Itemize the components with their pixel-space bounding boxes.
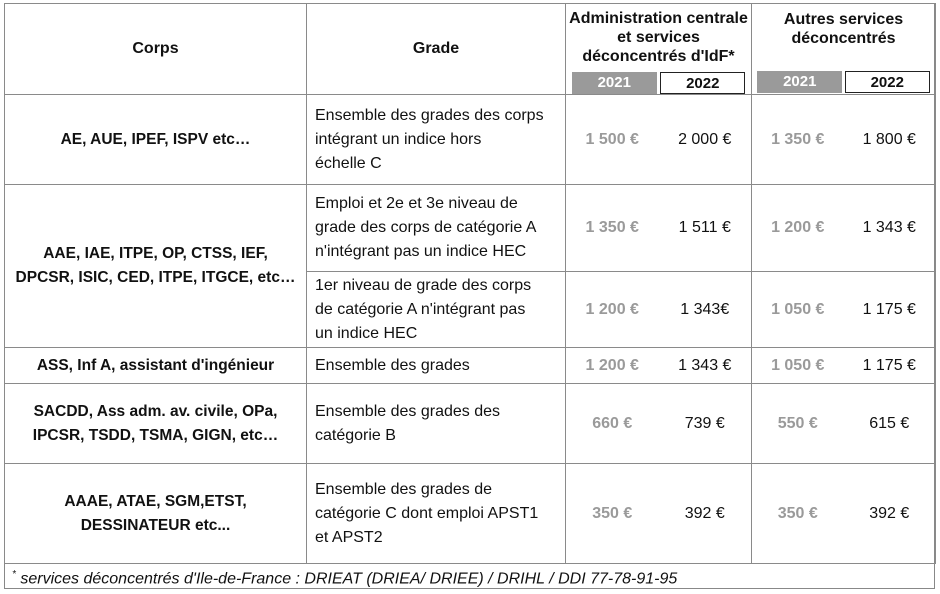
amount-2022-other: 1 175 € <box>844 348 936 384</box>
grade-cell <box>307 272 566 348</box>
corps-line: SACDD, Ass adm. av. civile, OPa, <box>33 402 278 420</box>
grade-line: catégorie C dont emploi APST1 <box>315 504 539 522</box>
grade-line: de catégorie A n'intégrant pas <box>315 300 526 318</box>
table-row <box>5 384 936 464</box>
year-2021-badge: 2021 <box>757 71 842 93</box>
grade-cell <box>307 348 566 384</box>
amount-2022-idf: 1 511 € <box>659 185 752 272</box>
corps-line: DPCSR, ISIC, CED, ITPE, ITGCE, etc… <box>15 269 296 286</box>
salary-table-page <box>4 3 935 589</box>
amount-2021-idf: 1 500 € <box>566 95 659 185</box>
group2-line: déconcentrés <box>791 30 896 47</box>
group1-line: Administration centrale <box>569 10 748 27</box>
table-row <box>5 464 936 564</box>
amount-2022-other: 1 175 € <box>844 272 936 348</box>
amount-2022-idf: 739 € <box>659 384 752 464</box>
amount-2022-other: 1 343 € <box>844 185 936 272</box>
corps-line: ASS, Inf A, assistant d'ingénieur <box>36 356 275 374</box>
grade-line: grade des corps de catégorie A <box>315 219 537 236</box>
grade-line: échelle C <box>315 154 382 172</box>
group1-line: déconcentrés d'IdF* <box>582 48 735 65</box>
amount-2022-idf: 392 € <box>659 464 752 564</box>
amount-2022-idf: 2 000 € <box>659 95 752 185</box>
grade-line: Ensemble des grades des <box>315 402 500 420</box>
amount-2021-idf: 350 € <box>566 464 659 564</box>
year-2022-badge: 2022 <box>660 72 745 94</box>
header-row <box>5 4 936 95</box>
corps-cell <box>5 348 307 384</box>
table-row <box>5 185 936 272</box>
corps-cell <box>5 464 307 564</box>
amount-2022-idf: 1 343 € <box>659 348 752 384</box>
corps-line: DESSINATEUR etc... <box>80 516 231 534</box>
amount-2021-other: 1 050 € <box>752 348 844 384</box>
grade-cell <box>307 384 566 464</box>
corps-line: IPCSR, TSDD, TSMA, GIGN, etc… <box>32 426 279 444</box>
table-row <box>5 95 936 185</box>
amount-2021-other: 350 € <box>752 464 844 564</box>
corps-cell <box>5 384 307 464</box>
grade-line: et APST2 <box>315 528 383 546</box>
grade-cell <box>307 185 566 272</box>
table-row <box>5 348 936 384</box>
group1-header <box>566 4 752 95</box>
year-2021-badge: 2021 <box>572 72 657 94</box>
grade-cell <box>307 95 566 185</box>
footnote-text: services déconcentrés d'Ile-de-France : DRIEAT (DRIEA/ DRIEE) / DRIHL / DDI 77-78-91-95 <box>15 570 678 588</box>
amount-2021-other: 1 200 € <box>752 185 844 272</box>
corps-header: Corps <box>5 4 307 95</box>
grade-line: 1er niveau de grade des corps <box>315 276 532 294</box>
grade-line: Ensemble des grades <box>315 356 470 374</box>
corps-cell <box>5 95 307 185</box>
amount-2022-other: 615 € <box>844 384 936 464</box>
corps-line: AAE, IAE, ITPE, OP, CTSS, IEF, <box>43 245 268 262</box>
amount-2021-other: 1 350 € <box>752 95 844 185</box>
grade-line: Ensemble des grades des corps <box>315 106 544 124</box>
group2-line: Autres services <box>783 11 904 28</box>
amount-2022-other: 392 € <box>844 464 936 564</box>
grade-cell <box>307 464 566 564</box>
grade-line: Ensemble des grades de <box>315 480 492 498</box>
bonus-table <box>4 3 936 564</box>
amount-2022-idf: 1 343€ <box>659 272 752 348</box>
group2-header <box>752 4 936 95</box>
amount-2022-other: 1 800 € <box>844 95 936 185</box>
year-2022-badge: 2022 <box>845 71 930 93</box>
amount-2021-idf: 1 350 € <box>566 185 659 272</box>
corps-line: AAAE, ATAE, SGM,ETST, <box>64 492 247 510</box>
grade-line: intégrant un indice hors <box>315 130 482 148</box>
amount-2021-idf: 1 200 € <box>566 348 659 384</box>
amount-2021-idf: 1 200 € <box>566 272 659 348</box>
group1-line: et services <box>617 29 700 46</box>
corps-cell <box>5 185 307 348</box>
corps-line: AE, AUE, IPEF, ISPV etc… <box>60 130 251 148</box>
footnote <box>12 569 677 588</box>
grade-line: n'intégrant pas un indice HEC <box>315 243 527 260</box>
amount-2021-other: 550 € <box>752 384 844 464</box>
amount-2021-idf: 660 € <box>566 384 659 464</box>
grade-line: un indice HEC <box>315 324 418 342</box>
grade-line: Emploi et 2e et 3e niveau de <box>315 195 518 212</box>
grade-header: Grade <box>307 4 566 95</box>
grade-line: catégorie B <box>315 426 396 444</box>
footnote-mark: * <box>12 569 16 580</box>
amount-2021-other: 1 050 € <box>752 272 844 348</box>
